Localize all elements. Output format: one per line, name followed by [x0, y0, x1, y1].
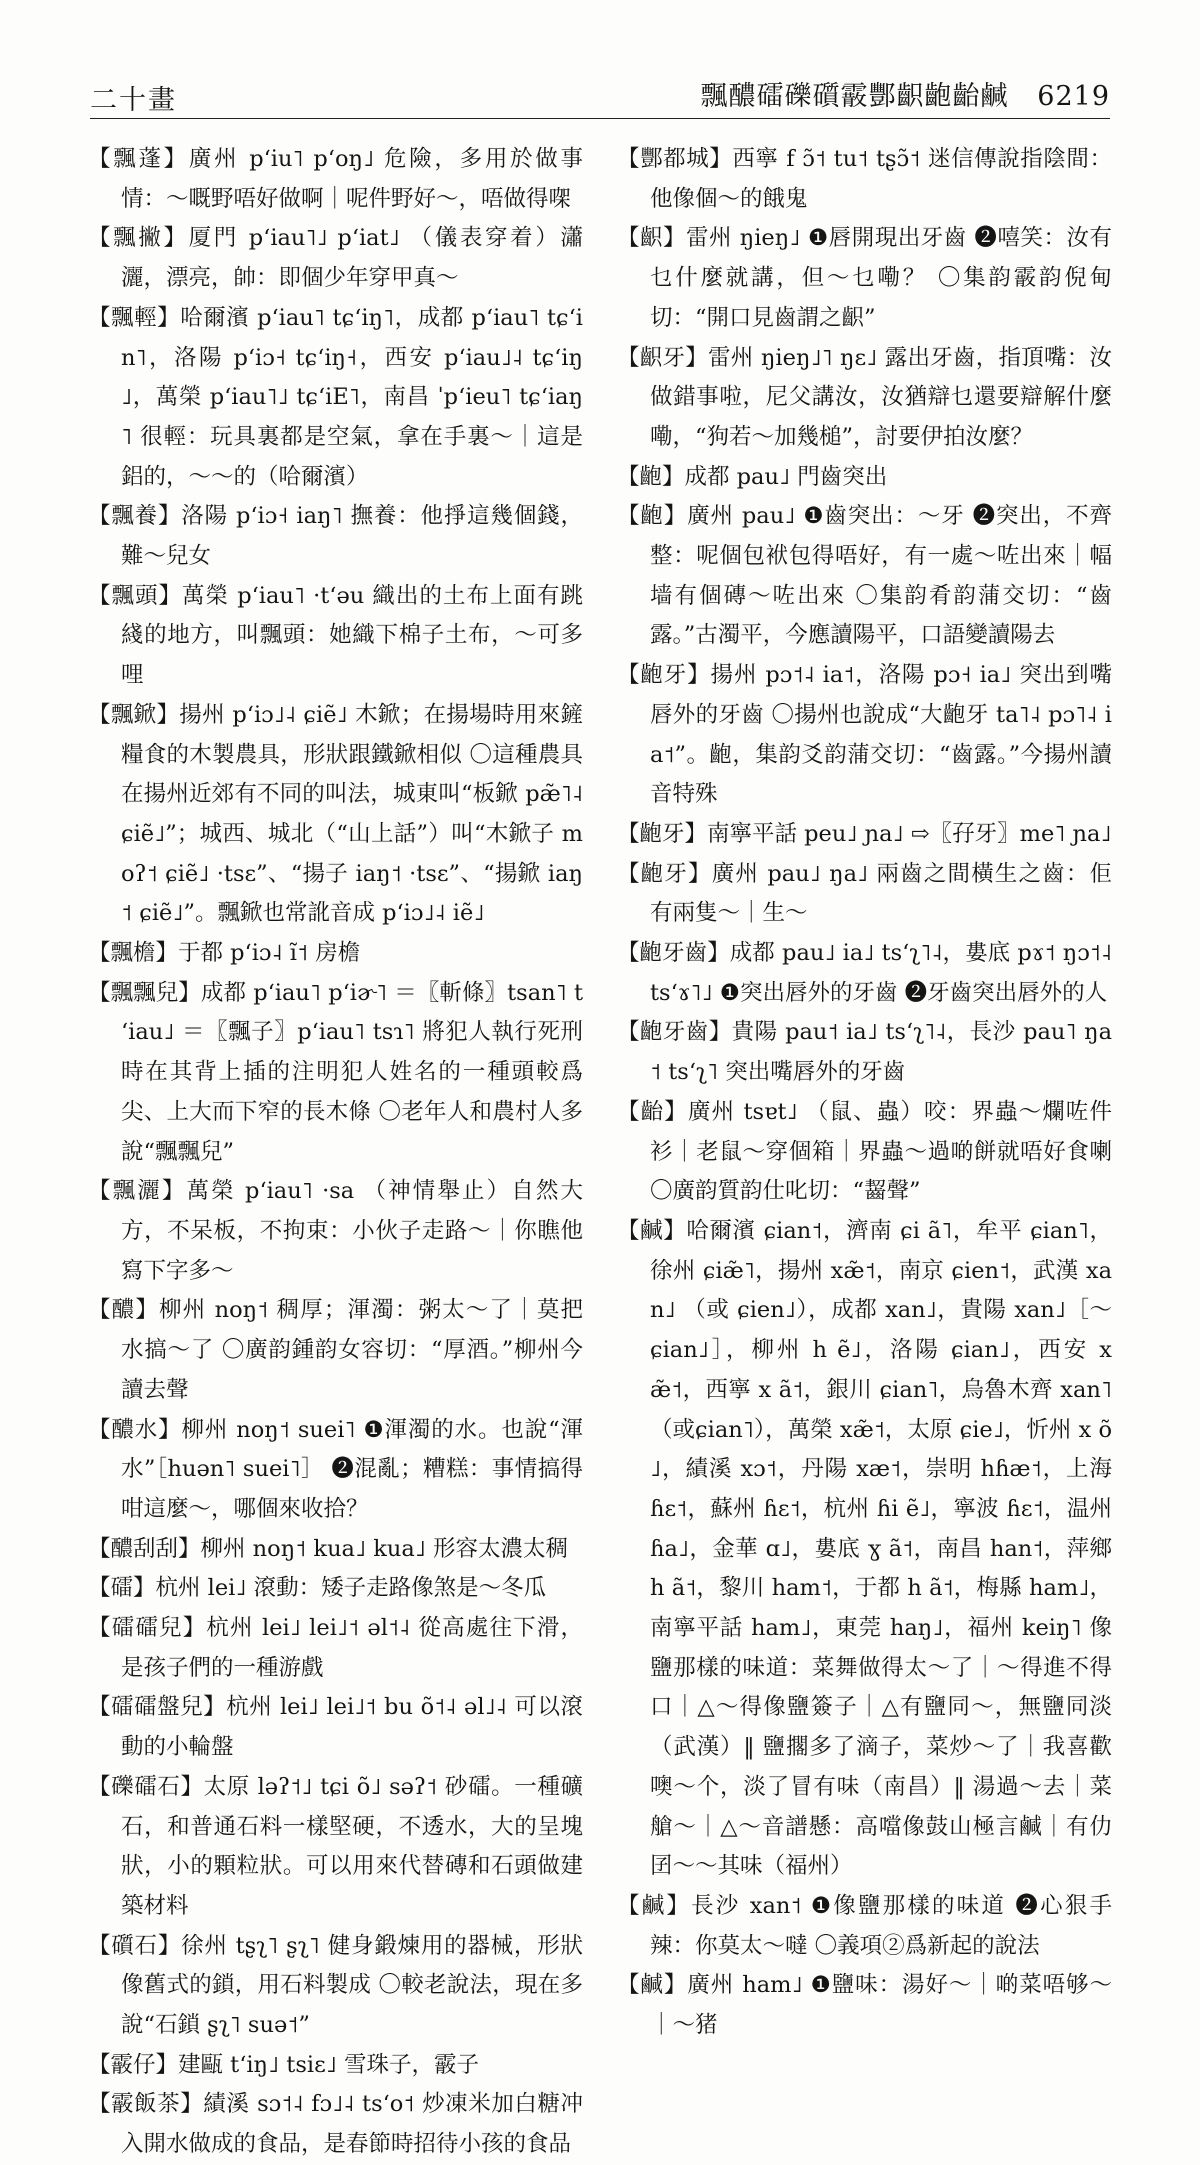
dictionary-entry: 【齞】雷州 ŋieŋ˩ ❶唇開現出牙齒 ❷嘻笑：汝有乜什麼就講，但～乜嘞？ 〇集韵霰韵倪甸切：“開口見齒謂之齞” [617, 225, 1112, 331]
dictionary-entry: 【飄鍁】揚州 pʻiɔ˩˨ ɕiẽ˩ 木鍁；在揚場時用來鏟糧食的木製農具，形狀跟鐵鍁相似 〇這種農具在揚州近郊有不同的叫法，城東叫“板鍁 pæ̃˥˨ ɕiẽ˩”；城西、城北（“山上話”）叫“木鍁子 moʔ˦ ɕiẽ˩ ·tsɛ”、“揚子 iaŋ˦ ·tsɛ”、“揚鍁 iaŋ˦ ɕiẽ˩”。飄鍁也常訛音成 pʻiɔ˩˨ iẽ˩ [88, 701, 583, 927]
dictionary-entry: 【鹹】哈爾濱 ɕian˦，濟南 ɕi ã˥，牟平 ɕian˥，徐州 ɕiæ̃˥，揚州 xæ̃˦，南京 ɕien˦，武漢 xan˩ （或 ɕien˩），成都 xan˩，貴陽 xan˩［～ɕian˩］，柳州 h ẽ˩，洛陽 ɕian˩，西安 xæ̃˦，西寧 x ã˦，銀川 ɕian˥，烏魯木齊 xan˥（或ɕian˥），萬榮 xæ̃˦，太原 ɕie˩，忻州 x õ˩，績溪 xɔ˦，丹陽 xæ˦，崇明 hɦæ˦，上海 ɦɛ˦，蘇州 ɦɛ˦，杭州 ɦi ẽ˩，寧波 ɦɛ˦，温州 ɦa˩，金華 ɑ˩，婁底 ɣ ã˦，南昌 han˦，萍鄉 h ã˦，黎川 ham˦，于都 h ã˦，梅縣 ham˩，南寧平話 ham˩，東莞 haŋ˩，福州 keiŋ˥ 像鹽那樣的味道：菜舞做得太～了｜～得進不得口｜△～得像鹽簽子｜△有鹽同～，無鹽同淡（武漢）‖ 鹽擱多了滴子，菜炒～了｜我喜歡噢～个，淡了冒有味（南昌）‖ 湯過～去｜菜艙～｜△～音譜懸：高噹像鼓山極言鹹｜有仂囝～～其味（福州） [617, 1217, 1112, 1880]
dictionary-entry: 【礌礌兒】杭州 lei˩ lei˩˦ əl˦˨ 從高處往下滑，是孩子們的一種游戲 [88, 1615, 583, 1681]
page-number: 6219 [1037, 81, 1110, 112]
dictionary-entry: 【醲刮刮】柳州 noŋ˦ kua˩ kua˩ 形容太濃太稠 [88, 1535, 569, 1562]
dictionary-entry: 【鹹】廣州 ham˩ ❶鹽味：湯好～｜啲菜唔够～｜～猪 [617, 1972, 1112, 2039]
left-column [88, 140, 583, 2165]
dictionary-entry: 【齙牙】廣州 pau˩ ŋa˩ 兩齒之間橫生之齒：佢有兩隻～｜生～ [617, 860, 1112, 927]
dictionary-entry: 【齙】廣州 pau˩ ❶齒突出：～牙 ❷突出，不齊整：呢個包袱包得唔好，有一處～咗出來｜幅墙有個磚～咗出來 〇集韵肴韵蒲交切：“齒露。”古濁平，今應讀陽平，口語變讀陽去 [617, 503, 1112, 649]
dictionary-entry: 【飄蓬】廣州 pʻiu˥ pʻoŋ˩ 危險，多用於做事情：～嘅野唔好做啊｜呢件野好～，唔做得㗎 [88, 146, 583, 212]
dictionary-entry: 【鹹】長沙 xan˦ ❶像鹽那樣的味道 ❷心狠手辣：你莫太～噠 〇義項②爲新起的說法 [617, 1892, 1112, 1959]
dictionary-entry: 【齞牙】雷州 ŋieŋ˩˥ ŋɛ˩ 露出牙齒，指頂嘴：汝做錯事啦，尼父講汝，汝猶辯乜還要辯解什麼嘞，“狗若～加幾槌”，討要伊拍汝麼？ [617, 344, 1112, 450]
dictionary-entry: 【礫礌石】太原 ləʔ˦˩ tɕi õ˩ səʔ˦ 砂礌。一種礦石，和普通石料一樣堅硬，不透水，大的呈塊狀，小的顆粒狀。可以用來代替磚和石頭做建築材料 [88, 1773, 583, 1919]
dictionary-entry: 【礌礌盤兒】杭州 lei˩ lei˩˦ bu õ˦˨ əl˩˨ 可以滾動的小輪盤 [88, 1694, 583, 1761]
right-column [617, 140, 1112, 2046]
dictionary-entry: 【礌】杭州 lei˩ 滾動：矮子走路像煞是～冬瓜 [88, 1575, 547, 1602]
dictionary-entry: 【飄檐】于都 pʻiɔ˨ ĩ˦ 房檐 [88, 940, 361, 967]
dictionary-entry: 【飄飄兒】成都 pʻiau˥ pʻiɚ˥ ＝〖斬條〗tsan˥ tʻiau˩ ＝〖飄子〗pʻiau˥ tsɿ˥ 將犯人執行死刑時在其背上插的注明犯人姓名的一種頭較爲尖、上大而下窄的長木條 〇老年人和農村人多說“飄飄兒” [88, 979, 583, 1165]
section-label: 二十畫 [90, 85, 177, 116]
dictionary-entry: 【齝】廣州 tsɐt˩ （鼠、蟲）咬：界蟲～爛咗件衫｜老鼠～穿個箱｜界蟲～過啲餅就唔好食喇 〇廣韵質韵仕叱切：“齧聲” [617, 1098, 1112, 1205]
dictionary-entry: 【齙牙】揚州 pɔ˦˨ ia˦，洛陽 pɔ˧ ia˩ 突出到嘴唇外的牙齒 〇揚州也說成“大齙牙 ta˥˨ pɔ˥˨ ia˦”。齙，集韵爻韵蒲交切：“齒露。”今揚州讀音特殊 [617, 662, 1112, 808]
page-header [90, 60, 1110, 120]
dictionary-entry: 【齙牙齒】貴陽 pau˦ ia˩ tsʻʅ˥˨，長沙 pau˥ ŋa˦ tsʻʅ˥ 突出嘴唇外的牙齒 [617, 1019, 1112, 1086]
dictionary-entry: 【酆都城】西寧 f ɔ̃˦ tu˦ tʂɔ̃˦ 迷信傳說指陰間：他像個～的餓鬼 [617, 146, 1112, 212]
dictionary-entry: 【霰仔】建甌 tʻiŋ˩ tsiɛ˩ 雪珠子，霰子 [88, 2051, 479, 2078]
dictionary-entry: 【飄撇】厦門 pʻiau˥˩ pʻiat˩ （儀表穿着）瀟灑，漂亮，帥：即個少年穿甲真～ [88, 225, 583, 292]
dictionary-entry: 【飄頭】萬榮 pʻiau˥ ·tʻəu 織出的土布上面有跳綫的地方，叫飄頭：她織下棉子土布，～可多哩 [88, 582, 583, 689]
dictionary-entry: 【齙牙】南寧平話 peu˩ ɲa˩ ⇨〖孖牙〗me˥ ɲa˩ [617, 820, 1112, 847]
dictionary-entry: 【礩石】徐州 tʂʅ˥ ʂʅ˥ 健身鍛煉用的器械，形狀像舊式的鎖，用石料製成 〇較老說法，現在多說“石鎖 ʂʅ˥ suə˦” [88, 1932, 583, 2039]
dictionary-entry: 【飄灑】萬榮 pʻiau˥ ·sa （神情舉止）自然大方，不呆板，不拘束：小伙子走路～｜你瞧他寫下字多～ [88, 1178, 583, 1284]
header-rule [90, 118, 1110, 119]
dictionary-entry: 【齙牙齒】成都 pau˩ ia˩ tsʻʅ˥˨，婁底 pɤ˦ ŋɔ˦˨ tsʻɤ˥˩ ❶突出唇外的牙齒 ❷牙齒突出唇外的人 [617, 940, 1112, 1006]
dictionary-entry: 【霰飯茶】績溪 sɔ˦˨ fɔ˩˨ tsʻo˦ 炒凍米加白糖冲入開水做成的食品，是春節時招待小孩的食品 [88, 2091, 583, 2158]
dictionary-entry: 【醲】柳州 noŋ˦ 稠厚；渾濁：粥太～了｜莫把水搞～了 〇廣韵鍾韵女容切：“厚酒。”柳州今讀去聲 [88, 1297, 583, 1403]
dictionary-entry: 【飄養】洛陽 pʻiɔ˧ iaŋ˥ 撫養：他掙這幾個錢，難～兒女 [88, 503, 583, 570]
headword-range: 飄醲礌礫礩霰酆齞齙齝鹹 [700, 81, 1009, 112]
dictionary-entry: 【飄輕】哈爾濱 pʻiau˥ tɕʻiŋ˥，成都 pʻiau˥ tɕʻin˥，洛陽 pʻiɔ˧ tɕʻiŋ˧，西安 pʻiau˩˨ tɕʻiŋ˩，萬榮 pʻiau˥˩ tɕʻiE˥，南昌 ˈpʻieu˥ tɕʻiaŋ˥ 很輕：玩具裏都是空氣，拿在手裏～｜這是鋁的，～～的（哈爾濱） [88, 304, 583, 490]
dictionary-entry: 【醲水】柳州 noŋ˦ suei˥ ❶渾濁的水。也說“渾水”［huən˥ suei˥］ ❷混亂；糟糕：事情搞得咁這麼～，哪個來收拾？ [88, 1416, 583, 1522]
running-head [701, 74, 1110, 113]
dictionary-entry: 【齙】成都 pau˩ 門齒突出 [617, 463, 888, 490]
